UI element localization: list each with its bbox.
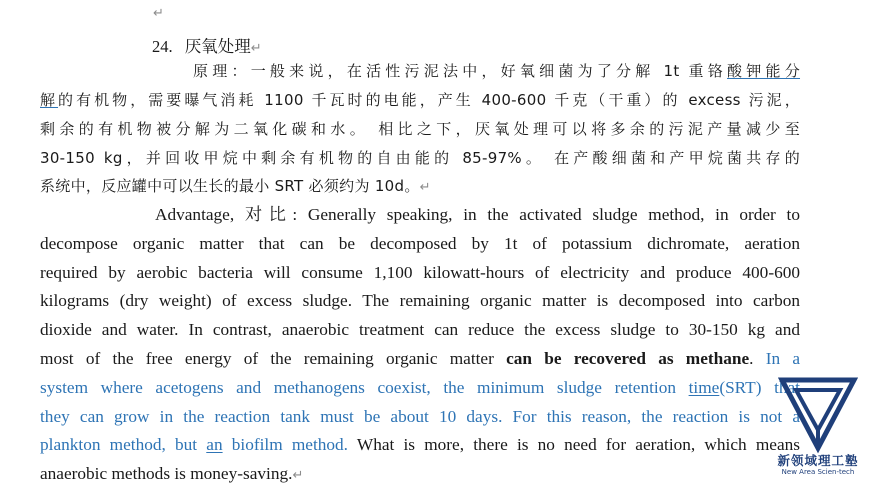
- english-line-4: [40, 290, 800, 312]
- english-line-8: [40, 406, 800, 428]
- english-blue-text: (SRT) that: [719, 378, 800, 397]
- english-line-1: [155, 204, 800, 226]
- watermark-subtitle: New Area Scien-tech: [781, 468, 855, 476]
- english-text: kilograms (dry weight) of excess sludge. The remaining organic matter is decomposed into carbon: [40, 291, 800, 310]
- heading-number: 24.: [152, 37, 173, 56]
- paragraph-mark-icon: ↵: [419, 180, 431, 195]
- english-text: anaerobic methods is money-saving.: [40, 464, 293, 483]
- chinese-text: 的有机物，需要曝气消耗 1100 千瓦时的电能，产生 400-600 千克（干重）的 excess 污泥，: [58, 91, 800, 109]
- chinese-text: 原理：一般来说，在活性污泥法中，好氧细菌为了分解 1t 重铬: [193, 62, 728, 80]
- english-underlined-text: an: [206, 435, 223, 454]
- english-text: Advantage, 对比: Generally speaking, in the activated sludge method, in order to: [155, 205, 800, 224]
- paragraph-mark-icon: ↵: [292, 468, 304, 483]
- chinese-underlined-text: 酸钾能分: [727, 62, 801, 80]
- english-blue-text: they can grow in the reaction tank must be about 10 days. For this reason, the reaction is not a: [40, 407, 800, 426]
- chinese-line-5: [40, 176, 800, 198]
- section-heading: [152, 33, 262, 57]
- english-blue-text: plankton method, but: [40, 435, 207, 454]
- chinese-text: 剩余的有机物被分解为二氧化碳和水。 相比之下，厌氧处理可以将多余的污泥产量减少至: [40, 120, 800, 138]
- english-line-10: [40, 463, 800, 487]
- paragraph-mark-icon: ↵: [153, 6, 164, 21]
- english-text: dioxide and water. In contrast, anaerobic treatment can reduce the excess sludge to 30-150 kg and: [40, 320, 800, 339]
- english-line-3: [40, 262, 800, 284]
- english-blue-text: biofilm method.: [222, 435, 349, 454]
- english-text: What is more, there is no need for aeration, which means: [348, 435, 800, 454]
- english-text: .: [749, 349, 766, 368]
- chinese-text: 系统中，反应罐中可以生长的最小 SRT 必须约为 10d。: [40, 177, 420, 195]
- chinese-line-3: [40, 119, 800, 139]
- english-blue-text: In a: [765, 349, 801, 368]
- chinese-line-4: [40, 148, 800, 168]
- english-line-2: [40, 233, 800, 255]
- english-text: required by aerobic bacteria will consume 1,100 kilowatt-hours of electricity and produce 400-600: [40, 263, 800, 282]
- english-bold-text: can be recovered as methane: [506, 349, 750, 368]
- paragraph-mark-icon: ↵: [250, 41, 262, 56]
- watermark-name: 新领域理工塾: [777, 453, 859, 468]
- english-blue-text: system where acetogens and methanogens coexist, the minimum sludge retention: [40, 378, 689, 397]
- english-underlined-text: time: [688, 378, 720, 397]
- chinese-line-2: [40, 90, 800, 110]
- english-line-6: [40, 348, 800, 370]
- english-line-9: [40, 434, 800, 456]
- heading-title: 厌氧处理: [184, 37, 251, 56]
- chinese-text: 30-150 kg，并回收甲烷中剩余有机物的自由能的 85-97%。 在产酸细菌和产甲烷菌共存的: [40, 149, 800, 167]
- english-text: decompose organic matter that can be decomposed by 1t of potassium dichromate, aeration: [40, 234, 800, 253]
- english-line-7: [40, 377, 800, 399]
- english-line-5: [40, 319, 800, 341]
- english-text: most of the free energy of the remaining organic matter: [40, 349, 507, 368]
- chinese-underlined-text: 解: [40, 91, 59, 109]
- chinese-line-1: [193, 61, 800, 81]
